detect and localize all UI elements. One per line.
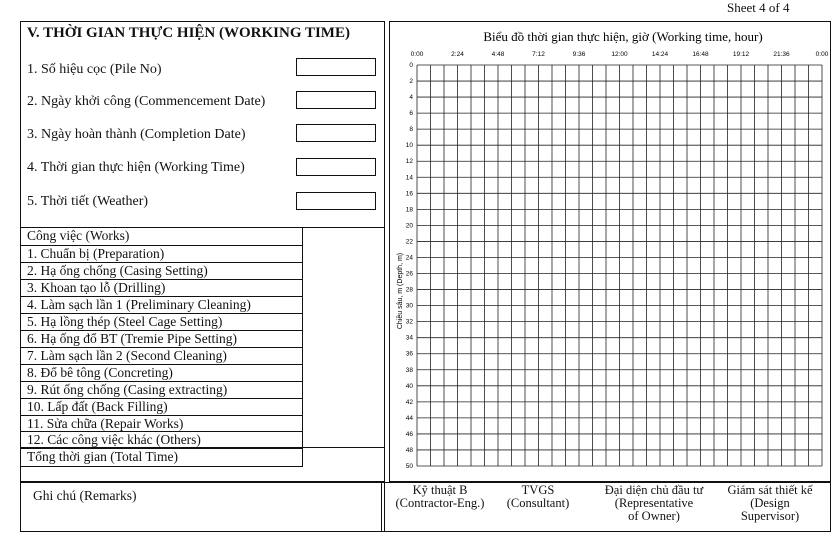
completion-date-label: 3. Ngày hoàn thành (Completion Date) xyxy=(27,127,246,142)
pile-no-field[interactable] xyxy=(296,58,376,76)
y-tick-label: 26 xyxy=(405,270,413,278)
y-tick-label: 48 xyxy=(405,446,413,454)
y-tick-label: 12 xyxy=(405,158,413,166)
y-tick-label: 0 xyxy=(409,62,413,69)
x-tick-label: 16:48 xyxy=(692,51,709,58)
working-time-field[interactable] xyxy=(296,158,376,176)
works-item: 6. Hạ ống đổ BT (Tremie Pipe Setting) xyxy=(27,330,237,346)
chart-title: Biểu đồ thời gian thực hiện, giờ (Working time, hour) xyxy=(483,29,763,44)
x-tick-label: 4:48 xyxy=(491,51,505,58)
x-tick-labels xyxy=(411,51,829,58)
total-time-label: Tổng thời gian (Total Time) xyxy=(27,449,178,464)
works-item: 11. Sửa chữa (Repair Works) xyxy=(27,415,184,431)
works-item: 12. Các công việc khác (Others) xyxy=(27,432,201,448)
works-item: 3. Khoan tạo lỗ (Drilling) xyxy=(27,279,166,295)
y-tick-label: 8 xyxy=(409,126,413,134)
y-tick-label: 38 xyxy=(405,366,413,374)
works-divider xyxy=(302,227,303,467)
y-tick-label: 18 xyxy=(405,206,413,214)
x-tick-label: 9:36 xyxy=(572,51,586,58)
y-axis-label: Chiều sâu, m (Depth, m) xyxy=(397,252,404,330)
works-item: 10. Lấp đất (Back Filling) xyxy=(27,398,168,414)
x-tick-label: 14:24 xyxy=(651,51,669,58)
weather-field[interactable] xyxy=(296,192,376,210)
total-bottom-line xyxy=(20,466,302,467)
y-tick-label: 46 xyxy=(405,430,413,438)
signature-line: TVGS xyxy=(521,483,555,497)
x-tick-label: 19:12 xyxy=(732,51,750,58)
commencement-date-label: 2. Ngày khởi công (Commencement Date) xyxy=(27,94,266,109)
x-tick-label: 12:00 xyxy=(611,51,628,58)
works-item: 4. Làm sạch lần 1 (Preliminary Cleaning) xyxy=(27,296,251,312)
commencement-date-field[interactable] xyxy=(296,91,376,109)
works-item: 9. Rút ống chống (Casing extracting) xyxy=(27,381,228,397)
works-header: Công việc (Works) xyxy=(27,228,130,243)
total-top-line xyxy=(20,447,385,448)
signature-line: Đại diện chủ đầu tư xyxy=(604,483,704,497)
signature-line: (Design xyxy=(750,496,790,510)
y-tick-label: 4 xyxy=(409,94,413,102)
signature-line: Supervisor) xyxy=(740,509,800,523)
y-tick-label: 16 xyxy=(405,190,413,198)
x-tick-label: 7:12 xyxy=(532,51,545,58)
weather-label: 5. Thời tiết (Weather) xyxy=(27,194,149,209)
x-tick-label: 0:00 xyxy=(815,51,829,58)
works-item: 7. Làm sạch lần 2 (Second Cleaning) xyxy=(27,347,227,363)
y-tick-label: 22 xyxy=(405,238,413,246)
chart-grid xyxy=(417,65,822,466)
works-item: 1. Chuẩn bị (Preparation) xyxy=(27,246,165,261)
y-tick-labels xyxy=(406,62,414,470)
y-tick-label: 2 xyxy=(409,78,413,86)
y-tick-label: 36 xyxy=(405,350,413,358)
remarks-label: Ghi chú (Remarks) xyxy=(33,488,137,503)
y-tick-label: 44 xyxy=(405,414,413,422)
works-item: 8. Đổ bê tông (Concreting) xyxy=(27,364,173,380)
section-title: V. THỜI GIAN THỰC HIỆN (WORKING TIME) xyxy=(27,25,350,41)
sheet-label: Sheet 4 of 4 xyxy=(727,0,790,15)
signature-line: (Consultant) xyxy=(506,496,570,510)
y-tick-label: 20 xyxy=(405,222,413,230)
y-tick-label: 24 xyxy=(405,254,413,262)
y-tick-label: 30 xyxy=(405,302,413,310)
works-item: 5. Hạ lồng thép (Steel Cage Setting) xyxy=(27,313,223,329)
y-tick-label: 50 xyxy=(405,463,413,470)
signature-line: (Representative xyxy=(614,496,694,510)
y-tick-label: 40 xyxy=(405,382,413,390)
pile-no-label: 1. Số hiệu cọc (Pile No) xyxy=(27,62,162,77)
signature-line: Kỹ thuật B xyxy=(412,483,468,497)
x-tick-label: 0:00 xyxy=(410,51,424,58)
y-tick-label: 42 xyxy=(405,398,413,406)
works-item: 2. Hạ ống chống (Casing Setting) xyxy=(27,262,208,278)
y-tick-label: 34 xyxy=(405,334,413,342)
y-tick-label: 14 xyxy=(405,174,413,182)
x-tick-label: 2:24 xyxy=(451,51,464,58)
y-tick-label: 28 xyxy=(405,286,413,294)
x-tick-label: 21:36 xyxy=(773,51,790,58)
signature-block xyxy=(700,484,840,523)
y-tick-label: 32 xyxy=(405,318,413,326)
y-tick-label: 6 xyxy=(409,110,413,118)
signature-line: of Owner) xyxy=(628,509,680,523)
signature-line: Giám sát thiết kế xyxy=(727,483,813,497)
signature-line: (Contractor-Eng.) xyxy=(395,496,485,510)
y-tick-label: 10 xyxy=(405,142,413,150)
completion-date-field[interactable] xyxy=(296,124,376,142)
working-time-label: 4. Thời gian thực hiện (Working Time) xyxy=(27,160,245,175)
working-time-chart xyxy=(389,21,831,482)
